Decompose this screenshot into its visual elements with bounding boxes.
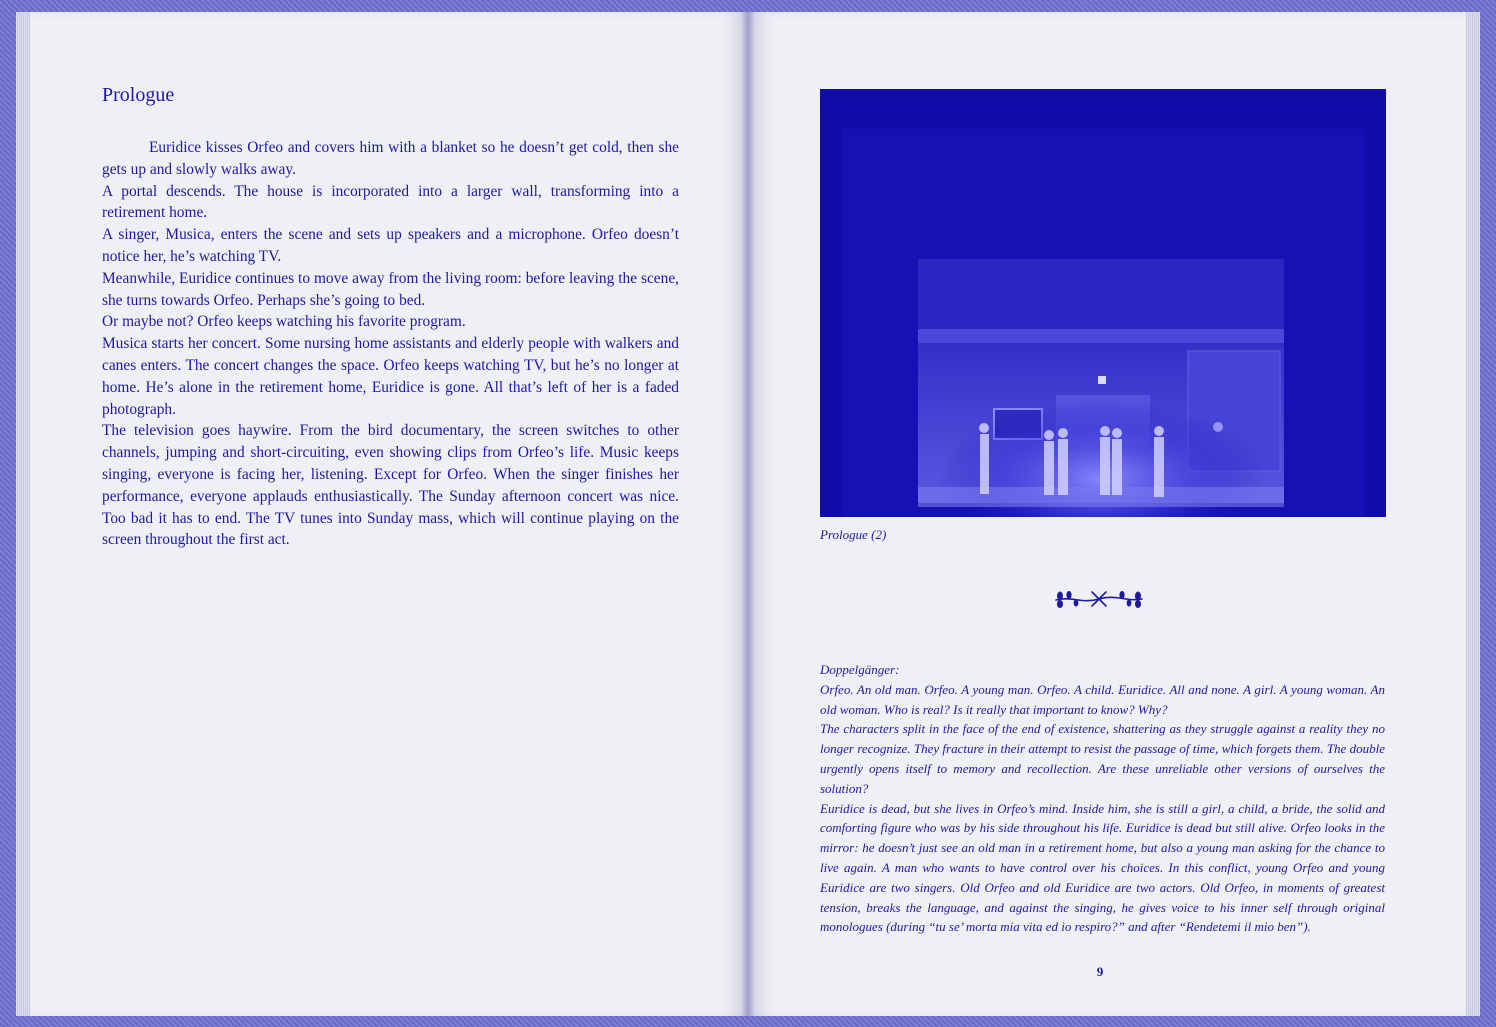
floral-divider-icon [1052,588,1146,610]
paragraph: The television goes haywire. From the bird documentary, the screen switches to other channels, jumping and short-circuiting, even showing clips from Orfeo’s life. Music keeps singing, everyone is facing her, listening. Except for Orfeo. When the singer finishes her performance, everyone applauds enthusiastically. The Sunday afternoon concert was nice. Too bad it has to end. The TV tunes into Sunday mass, which will continue playing on the screen throughout the first act. [102,422,679,549]
stage-scene-image [820,89,1386,517]
book-gutter [741,12,755,1016]
stage-photo [820,89,1386,517]
paragraph: A portal descends. The house is incorporated into a larger wall, transforming into a retirement home. [102,182,679,222]
right-page-edges [1466,12,1480,1016]
paragraph: Musica starts her concert. Some nursing home assistants and elderly people with walkers and canes enters. The concert changes the space. Orfeo keeps watching TV, but he’s no longer at home. He’s alone in the retirement home, Euridice is gone. All that’s left of her is a faded photograph. [102,335,679,418]
paragraph: A singer, Musica, enters the scene and sets up speakers and a microphone. Orfeo doesn’t notice her, he’s watching TV. [102,226,679,265]
left-page-edges [16,12,30,1016]
paragraph: Meanwhile, Euridice continues to move away from the living room: before leaving the scene, she turns towards Orfeo. Perhaps she’s going to bed. [102,269,679,309]
essay-heading: Doppelgänger: [820,662,900,677]
paragraph: Orfeo. An old man. Orfeo. A young man. Orfeo. A child. Euridice. All and none. A girl. A young woman. An old woman. Who is real? Is it really that important to know? Why? [820,681,1385,717]
paragraph: Euridice kisses Orfeo and covers him with a blanket so he doesn’t get cold, then she gets up and slowly walks away. [102,139,679,178]
paragraph: The characters split in the face of the end of existence, shattering as they struggle against a reality they no longer recognize. They fracture in their attempt to resist the passage of time, which forgets them. The double urgently opens itself to memory and recollection. Are these unreliable other versions of ourselves the solution? [820,721,1385,796]
page-number: 9 [1096,964,1104,979]
doppelganger-essay [820,660,1385,937]
photo-caption: Prologue (2) [820,527,887,542]
paragraph: Euridice is dead, but she lives in Orfeo’s mind. Inside him, she is still a girl, a child, a bride, the solid and comforting figure who was by his side throughout his life. Euridice is dead but still alive. Orfeo looks in the mirror: he doesn’t just see an old man in a retirement home, but also a young man asking for the chance to live again. A man who wants to have control over his choices. In this conflict, young Orfeo and young Euridice are two singers. Old Orfeo and old Euridice are two actors. Old Orfeo, in moments of greatest tension, breaks the language, and against the singing, he gives voice to his inner self through original monologues (during “tu se’ morta mia vita ed io respiro?” and after “Rendetemi il mio ben”). [820,800,1385,935]
prologue-text [102,137,679,551]
page-title: Prologue [102,84,175,106]
paragraph: Or maybe not? Orfeo keeps watching his favorite program. [102,313,466,331]
